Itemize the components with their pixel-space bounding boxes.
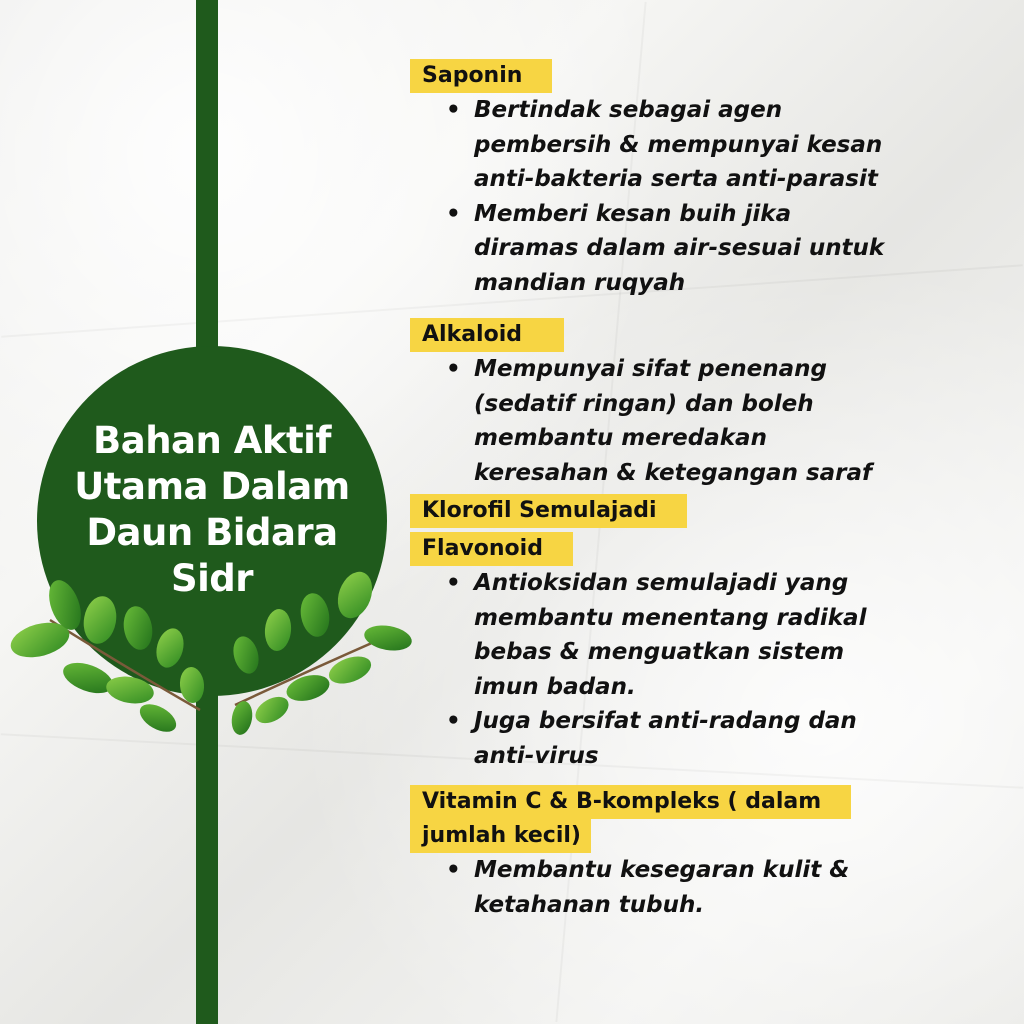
- section-alkaloid: [410, 318, 1010, 352]
- section-heading: Alkaloid: [410, 318, 564, 352]
- list-item-text: Mempunyai sifat penenang (sedatif ringan) dan boleh membantu meredakan keresahan & ketegangan saraf: [474, 356, 873, 486]
- bullet-list: [410, 566, 1010, 773]
- section-vitamin: [410, 785, 1010, 853]
- bullet-icon: •: [446, 857, 461, 883]
- list-item: [410, 566, 1010, 704]
- bullet-icon: •: [446, 200, 461, 227]
- section-heading: Saponin: [410, 59, 552, 93]
- bullet-icon: •: [446, 97, 461, 123]
- section-heading-continued: jumlah kecil): [410, 819, 591, 853]
- list-item-text: Bertindak sebagai agen pembersih & mempunyai kesan anti-bakteria serta anti-parasit: [474, 97, 883, 192]
- bullet-list: [410, 93, 1010, 300]
- bullet-icon: •: [446, 356, 461, 382]
- list-item: [410, 93, 1010, 197]
- section-klorofil: [410, 494, 1010, 528]
- title-line: Sidr: [170, 557, 254, 600]
- section-heading: Vitamin C & B-kompleks ( dalam: [410, 785, 851, 819]
- bullet-icon: •: [446, 570, 461, 596]
- bullet-list: [410, 352, 1010, 490]
- section-heading: Flavonoid: [410, 532, 573, 566]
- list-item-text: Juga bersifat anti-radang dan anti-virus: [474, 708, 857, 769]
- list-item-text: Antioksidan semulajadi yang membantu menentang radikal bebas & menguatkan sistem imun badan.: [474, 570, 867, 700]
- section-heading: Klorofil Semulajadi: [410, 494, 687, 528]
- section-flavonoid: [410, 532, 1010, 566]
- list-item: [410, 704, 1010, 773]
- title-line: Daun Bidara: [86, 511, 338, 554]
- list-item: [410, 197, 1010, 301]
- leaf-branch-icon: [10, 560, 420, 740]
- bullet-list: [410, 853, 1010, 922]
- list-item-text: Memberi kesan buih jika diramas dalam air-sesuai untuk mandian ruqyah: [474, 200, 885, 296]
- title-line: Utama Dalam: [74, 465, 350, 508]
- list-item-text: Membantu kesegaran kulit & ketahanan tubuh.: [474, 857, 850, 918]
- content-column: [410, 55, 1010, 922]
- section-saponin: [410, 59, 1010, 93]
- list-item: [410, 853, 1010, 922]
- bullet-icon: •: [446, 708, 461, 734]
- title-line: Bahan Aktif: [93, 419, 331, 462]
- list-item: [410, 352, 1010, 490]
